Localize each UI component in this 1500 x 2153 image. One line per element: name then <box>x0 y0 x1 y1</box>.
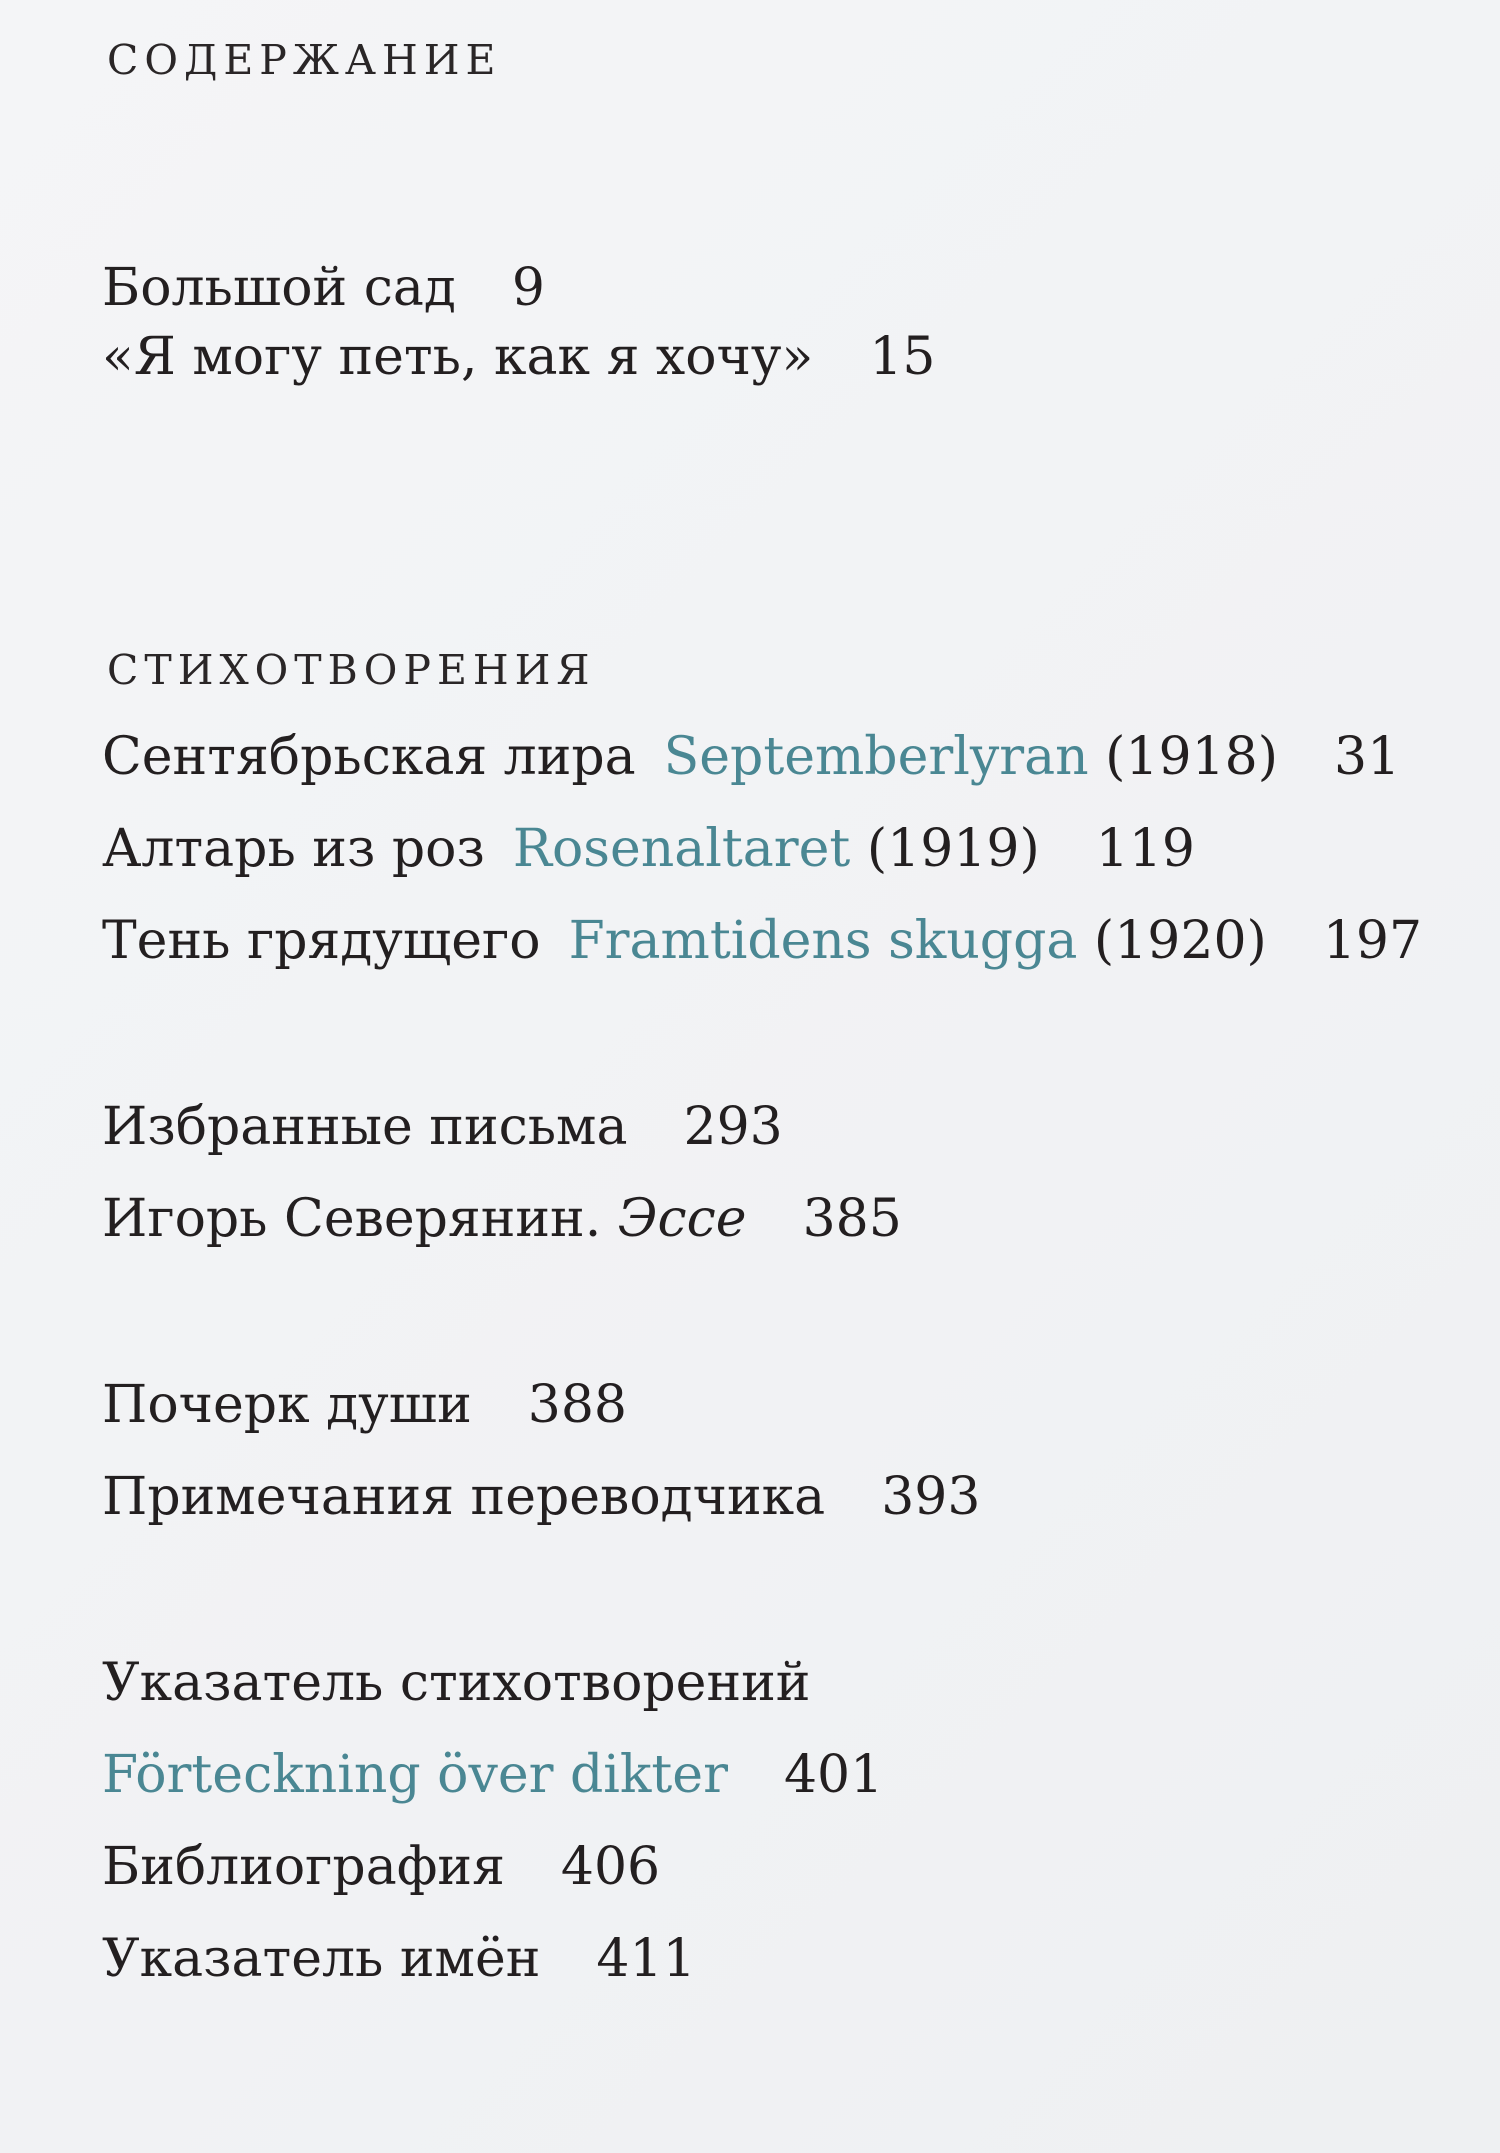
toc-entry[interactable] <box>102 258 545 318</box>
toc-entry-year: (1919) <box>866 819 1040 879</box>
toc-entry[interactable] <box>102 1837 661 1897</box>
toc-entry-page: 197 <box>1322 911 1423 971</box>
toc-entry[interactable] <box>102 819 1196 879</box>
toc-entry-page: 31 <box>1334 727 1401 787</box>
toc-entry-page: 293 <box>683 1097 783 1157</box>
toc-entry-original-title: Förteckning över dikter <box>102 1745 728 1805</box>
toc-entry-title: Почерк души <box>102 1375 472 1435</box>
toc-entry-poem-index[interactable] <box>102 1745 884 1805</box>
toc-entry-title: Большой сад <box>102 258 456 318</box>
toc-entry-poem-index-title[interactable] <box>102 1653 811 1713</box>
toc-entry-original-title: Rosenaltaret <box>512 819 851 879</box>
toc-entry[interactable] <box>102 1189 902 1249</box>
toc-entry-page: 385 <box>802 1189 902 1249</box>
toc-entry-page: 388 <box>527 1375 628 1435</box>
toc-entry-title: Избранные письма <box>102 1097 628 1157</box>
toc-entry[interactable] <box>102 1097 783 1157</box>
toc-entry[interactable] <box>102 1467 981 1527</box>
toc-entry-title: Игорь Северянин. <box>102 1189 602 1249</box>
toc-entry[interactable] <box>102 1375 628 1435</box>
toc-entry-page: 406 <box>560 1837 661 1897</box>
toc-entry-title: Сентябрьская лира <box>102 727 636 787</box>
toc-entry-original-title: Septemberlyran <box>663 727 1089 787</box>
toc-entry-title: Тень грядущего <box>102 911 541 971</box>
toc-entry-title: Указатель стихотворений <box>102 1653 811 1713</box>
toc-entry-title: «Я могу петь, как я хочу» <box>102 327 814 387</box>
section-label-poems: СТИХОТВОРЕНИЯ <box>107 646 596 694</box>
toc-entry-title: Библиография <box>102 1837 505 1897</box>
toc-entry-title: Примечания переводчика <box>102 1467 826 1527</box>
toc-entry-page: 119 <box>1095 819 1196 879</box>
toc-entry-title: Указатель имён <box>102 1929 541 1989</box>
toc-entry-page: 9 <box>511 258 545 318</box>
toc-entry-page: 401 <box>783 1745 884 1805</box>
toc-entry[interactable] <box>102 327 936 387</box>
toc-entry-title-italic: Эссе <box>617 1189 747 1249</box>
toc-heading: СОДЕРЖАНИЕ <box>107 36 502 84</box>
toc-entry-year: (1918) <box>1105 727 1279 787</box>
toc-entry-original-title: Framtidens skugga <box>568 911 1078 971</box>
toc-entry-page: 411 <box>596 1929 696 1989</box>
toc-entry-title: Алтарь из роз <box>102 819 485 879</box>
toc-entry-page: 15 <box>869 327 936 387</box>
toc-entry-page: 393 <box>881 1467 981 1527</box>
toc-entry-year: (1920) <box>1093 911 1267 971</box>
toc-entry[interactable] <box>102 911 1423 971</box>
toc-entry[interactable] <box>102 1929 696 1989</box>
toc-entry[interactable] <box>102 727 1401 787</box>
